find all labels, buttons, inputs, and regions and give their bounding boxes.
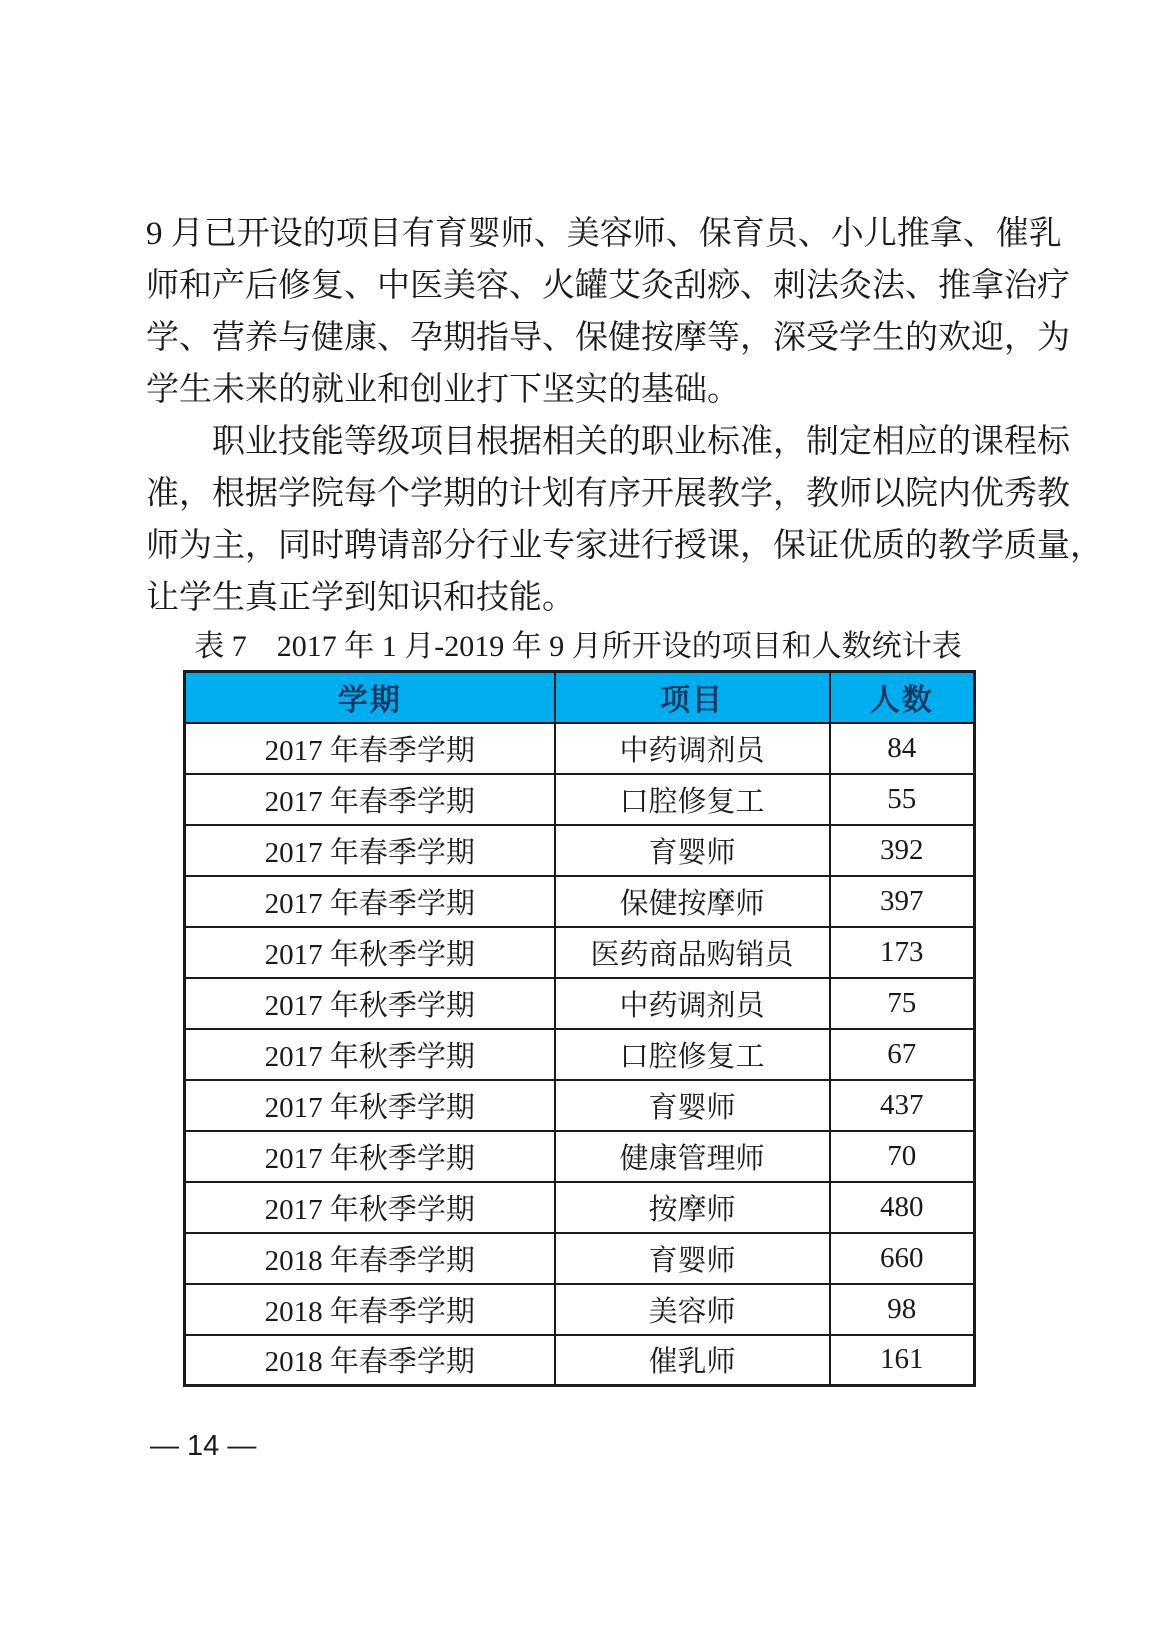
cell-count: 84 [830,723,975,774]
cell-project: 健康管理师 [555,1131,830,1182]
cell-semester: 2017 年秋季学期 [185,1029,555,1080]
text-line: 让学生真正学到知识和技能。 [146,580,575,616]
table-section [183,624,973,1387]
text-line: 学生未来的就业和创业打下坚实的基础。 [146,372,740,408]
cell-semester: 2017 年秋季学期 [185,978,555,1029]
cell-count: 437 [830,1080,975,1131]
table-row [185,876,975,927]
cell-semester: 2017 年秋季学期 [185,1182,555,1233]
cell-project: 育婴师 [555,825,830,876]
table-row [185,825,975,876]
cell-count: 98 [830,1284,975,1335]
cell-count: 75 [830,978,975,1029]
cell-project: 催乳师 [555,1335,830,1386]
table-row [185,1335,975,1386]
table-header-row [185,672,975,723]
cell-project: 育婴师 [555,1233,830,1284]
cell-count: 70 [830,1131,975,1182]
cell-project: 医药商品购销员 [555,927,830,978]
cell-semester: 2017 年秋季学期 [185,1080,555,1131]
table-row [185,978,975,1029]
cell-semester: 2017 年春季学期 [185,876,555,927]
cell-count: 397 [830,876,975,927]
cell-project: 按摩师 [555,1182,830,1233]
column-header: 学期 [185,672,555,723]
text-line: 准，根据学院每个学期的计划有序开展教学，教师以院内优秀教 [146,476,1070,512]
table-row [185,1131,975,1182]
cell-semester: 2018 年春季学期 [185,1284,555,1335]
cell-project: 育婴师 [555,1080,830,1131]
cell-count: 660 [830,1233,975,1284]
table-row [185,1233,975,1284]
cell-semester: 2018 年春季学期 [185,1233,555,1284]
cell-project: 中药调剂员 [555,978,830,1029]
text-line: 师为主，同时聘请部分行业专家进行授课，保证优质的教学质量， [146,528,1103,564]
cell-semester: 2017 年春季学期 [185,825,555,876]
column-header: 项目 [555,672,830,723]
table-row [185,927,975,978]
cell-count: 173 [830,927,975,978]
cell-count: 55 [830,774,975,825]
table-caption: 表 7 2017 年 1 月-2019 年 9 月所开设的项目和人数统计表 [194,630,962,663]
cell-semester: 2017 年春季学期 [185,774,555,825]
cell-semester: 2017 年秋季学期 [185,927,555,978]
cell-count: 67 [830,1029,975,1080]
statistics-table [183,670,976,1387]
cell-semester: 2017 年秋季学期 [185,1131,555,1182]
text-line: 师和产后修复、中医美容、火罐艾灸刮痧、刺法灸法、推拿治疗 [146,268,1070,304]
cell-semester: 2018 年春季学期 [185,1335,555,1386]
table-row [185,723,975,774]
cell-project: 美容师 [555,1284,830,1335]
cell-project: 保健按摩师 [555,876,830,927]
table-row [185,1284,975,1335]
text-line: 9 月已开设的项目有育婴师、美容师、保育员、小儿推拿、催乳 [146,216,1062,252]
text-line: 学、营养与健康、孕期指导、保健按摩等，深受学生的欢迎，为 [146,320,1070,356]
cell-count: 392 [830,825,975,876]
table-row [185,1080,975,1131]
table-row [185,1029,975,1080]
cell-count: 480 [830,1182,975,1233]
table-row [185,1182,975,1233]
cell-project: 口腔修复工 [555,774,830,825]
column-header: 人数 [830,672,975,723]
table-row [185,774,975,825]
page-number: — 14 — [150,1430,257,1462]
text-line: 职业技能等级项目根据相关的职业标准，制定相应的课程标 [212,424,1070,460]
cell-project: 中药调剂员 [555,723,830,774]
body-text [146,208,1103,624]
cell-project: 口腔修复工 [555,1029,830,1080]
cell-semester: 2017 年春季学期 [185,723,555,774]
cell-count: 161 [830,1335,975,1386]
